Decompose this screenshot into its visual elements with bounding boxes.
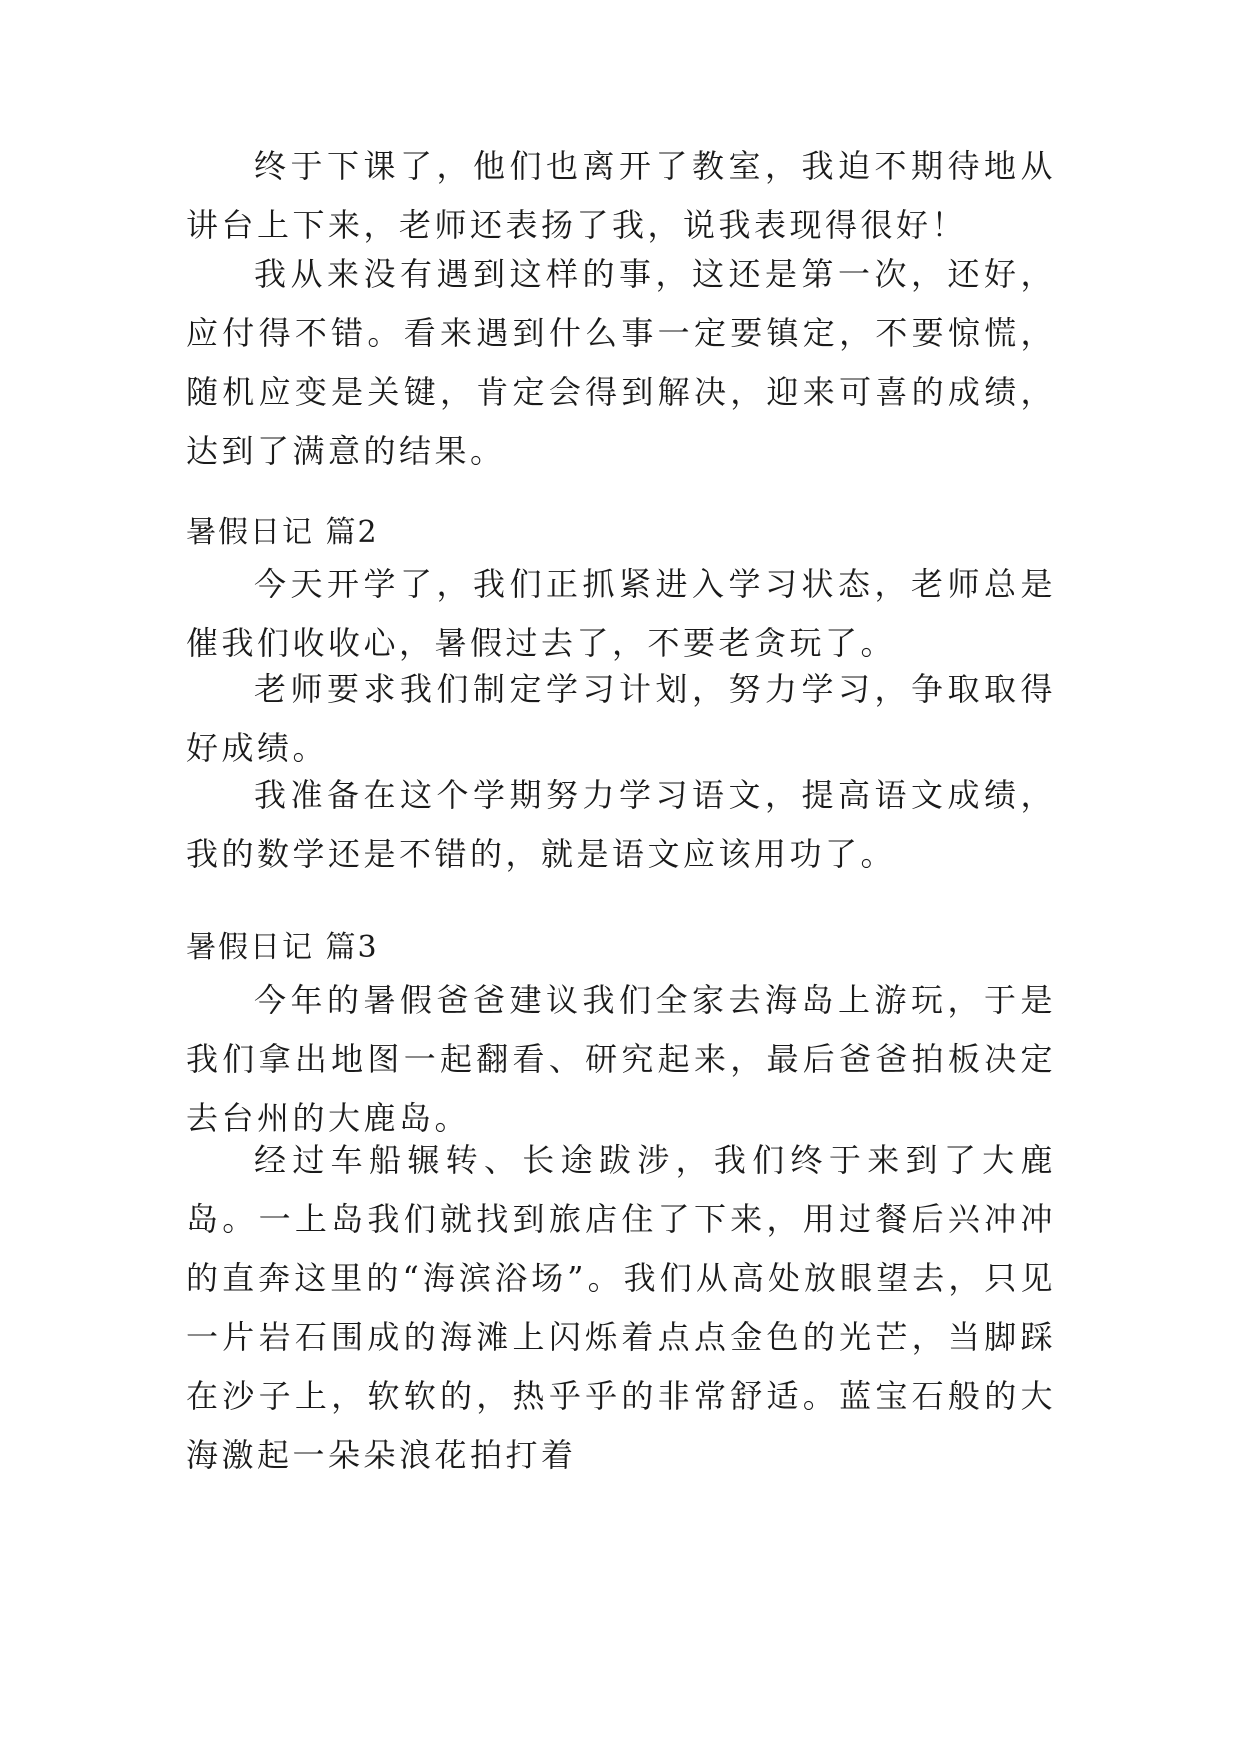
paragraph-text: 今年的暑假爸爸建议我们全家去海岛上游玩，于是我们拿出地图一起翻看、研究起来，最后爸爸拍板决定去台州的大鹿岛。 bbox=[186, 981, 1056, 1137]
section-heading-text: 暑假日记 篇3 bbox=[186, 930, 379, 965]
paragraph-school-starts bbox=[186, 555, 1056, 673]
paragraph-text: 经过车船辗转、长途跋涉，我们终于来到了大鹿岛。一上岛我们就找到旅店住了下来，用过餐后兴冲冲的直奔这里的“海滨浴场”。我们从高处放眼望去，只见一片岩石围成的海滩上闪烁着点点金色的光芒，当脚踩在沙子上，软软的，热乎乎的非常舒适。蓝宝石般的大海激起一朵朵浪花拍打着 bbox=[186, 1141, 1056, 1474]
paragraph-chinese-goal bbox=[186, 766, 1056, 884]
section-heading-3 bbox=[186, 918, 1056, 977]
paragraph-text: 我从来没有遇到这样的事，这还是第一次，还好，应付得不错。看来遇到什么事一定要镇定，不要惊慌，随机应变是关键，肯定会得到解决，迎来可喜的成绩，达到了满意的结果。 bbox=[186, 255, 1056, 470]
document-page bbox=[186, 0, 1056, 1754]
paragraph-text: 终于下课了，他们也离开了教室，我迫不期待地从讲台上下来，老师还表扬了我，说我表现得很好！ bbox=[186, 147, 1056, 244]
paragraph-beach bbox=[186, 1131, 1056, 1485]
paragraph-island-plan bbox=[186, 971, 1056, 1148]
paragraph-study-plan bbox=[186, 660, 1056, 778]
section-heading-2 bbox=[186, 503, 1056, 562]
paragraph-reflection bbox=[186, 245, 1056, 481]
paragraph-text: 我准备在这个学期努力学习语文，提高语文成绩，我的数学还是不错的，就是语文应该用功了。 bbox=[186, 776, 1056, 873]
paragraph-class-ends bbox=[186, 137, 1056, 255]
paragraph-text: 老师要求我们制定学习计划，努力学习，争取取得好成绩。 bbox=[186, 670, 1056, 767]
paragraph-text: 今天开学了，我们正抓紧进入学习状态，老师总是催我们收收心，暑假过去了，不要老贪玩了。 bbox=[186, 565, 1056, 662]
section-heading-text: 暑假日记 篇2 bbox=[186, 515, 379, 550]
